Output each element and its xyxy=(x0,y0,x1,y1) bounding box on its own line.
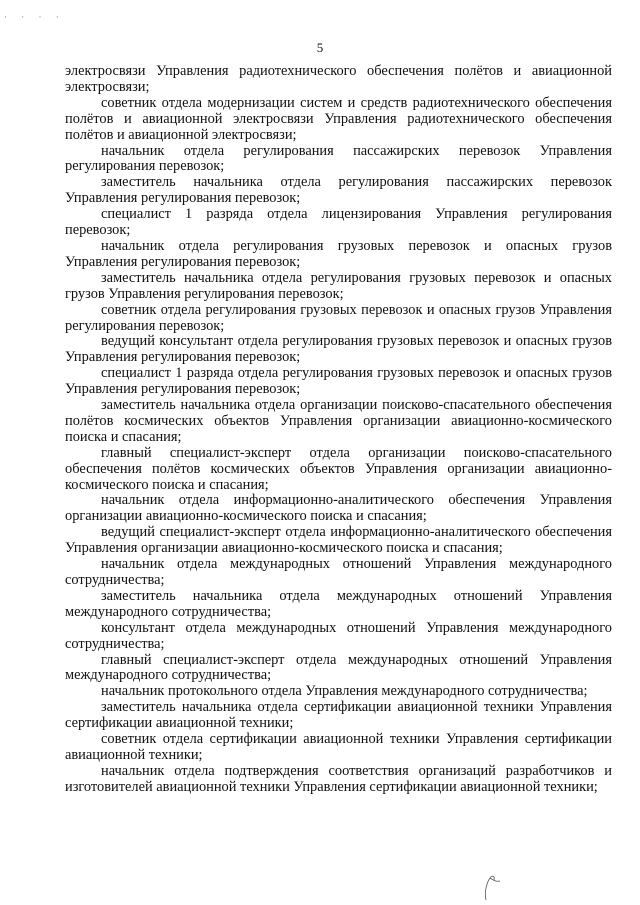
corner-scan-marks: · · · · xyxy=(4,12,65,22)
paragraph: заместитель начальника отдела организации поисково-спасательного обеспечения полётов космических объектов Управления организации авиационно-космического поиска и спасания; xyxy=(65,397,612,445)
paragraph: советник отдела модернизации систем и средств радиотехнического обеспечения полётов и авиационной электросвязи Управления радиотехнического обеспечения полётов и авиационной электросвязи; xyxy=(65,94,612,143)
paragraph: специалист 1 разряда отдела лицензирования Управления регулирования перевозок; xyxy=(65,206,612,239)
paragraph: главный специалист-эксперт отдела организации поисково-спасательного обеспечения полётов космических объектов Управления организации авиационно-космического поиска и спасания; xyxy=(65,444,612,493)
paragraph: главный специалист-эксперт отдела международных отношений Управления международного сотрудничества; xyxy=(65,651,612,684)
paragraph: заместитель начальника отдела регулирования пассажирских перевозок Управления регулирования перевозок; xyxy=(65,174,612,207)
paragraph: ведущий консультант отдела регулирования грузовых перевозок и опасных грузов Управления регулирования перевозок; xyxy=(65,333,612,366)
paragraph: начальник отдела регулирования грузовых перевозок и опасных грузов Управления регулирования перевозок; xyxy=(65,237,612,270)
paragraph: советник отдела регулирования грузовых перевозок и опасных грузов Управления регулирования перевозок; xyxy=(65,301,612,334)
pen-mark xyxy=(478,872,508,902)
paragraph: специалист 1 разряда отдела регулирования грузовых перевозок и опасных грузов Управления регулирования перевозок; xyxy=(65,365,612,398)
paragraph: начальник отдела информационно-аналитического обеспечения Управления организации авиационно-космического поиска и спасания; xyxy=(65,492,612,525)
paragraph: ведущий специалист-эксперт отдела информационно-аналитического обеспечения Управления организации авиационно-космического поиска и спасания; xyxy=(65,524,612,557)
paragraph: заместитель начальника отдела регулирования грузовых перевозок и опасных грузов Управления регулирования перевозок; xyxy=(65,269,612,302)
paragraph: советник отдела сертификации авиационной техники Управления сертификации авиационной техники; xyxy=(65,731,612,763)
page-number: 5 xyxy=(316,40,324,55)
document-body xyxy=(65,64,612,796)
paragraph: заместитель начальника отдела международных отношений Управления международного сотрудничества; xyxy=(65,587,612,620)
paragraph: консультант отдела международных отношений Управления международного сотрудничества; xyxy=(65,619,612,652)
paragraph: электросвязи Управления радиотехнического обеспечения полётов и авиационной электросвязи; xyxy=(65,63,612,95)
paragraph: начальник отдела международных отношений Управления международного сотрудничества; xyxy=(65,556,612,588)
paragraph: начальник отдела регулирования пассажирских перевозок Управления регулирования перевозок; xyxy=(65,142,612,175)
paragraph: начальник отдела подтверждения соответствия организаций разработчиков и изготовителей авиационной техники Управления сертификации авиационной техники; xyxy=(65,762,612,795)
paragraph: начальник протокольного отдела Управления международного сотрудничества; xyxy=(101,683,588,700)
paragraph: заместитель начальника отдела сертификации авиационной техники Управления сертификации авиационной техники; xyxy=(65,699,612,732)
